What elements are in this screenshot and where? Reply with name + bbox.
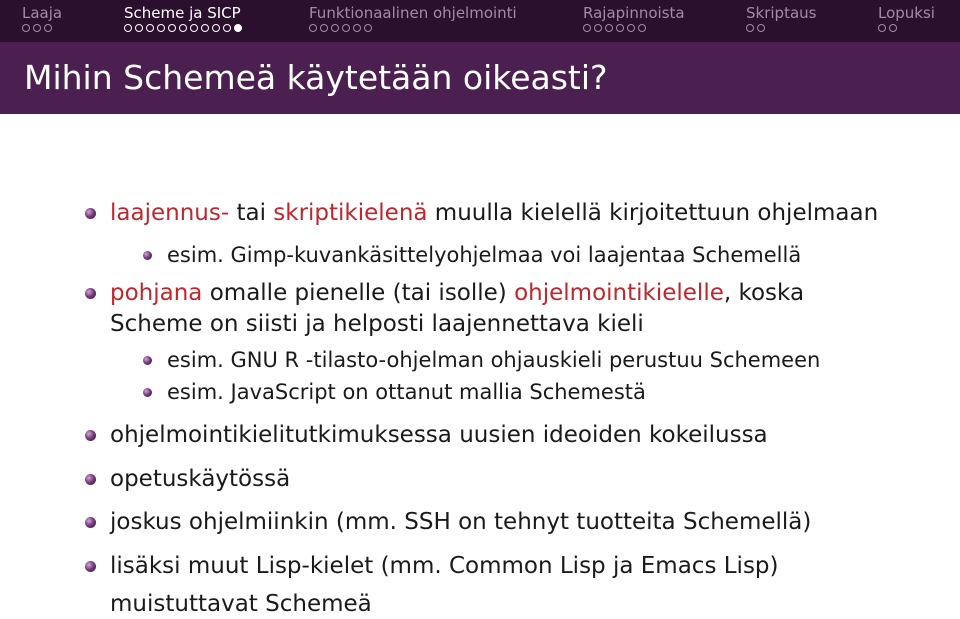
bullet-text (110, 552, 779, 581)
text-span: omalle pienelle (tai isolle) (202, 280, 515, 306)
sub-bullet-text (167, 378, 646, 407)
text-span: lisäksi muut Lisp-kielet (mm. Common Lisp ja Emacs Lisp) (110, 553, 779, 579)
bullet-text (110, 199, 878, 228)
text-span: tai (229, 200, 274, 226)
nav-section-6[interactable]: Lopuksi (878, 4, 935, 22)
sub-bullet-icon (143, 251, 152, 260)
text-span: opetuskäytössä (110, 466, 291, 492)
bullet-icon (85, 288, 96, 299)
bullet-text (110, 310, 644, 339)
text-span: ohjelmointikielitutkimuksessa uusien ideoiden kokeilussa (110, 422, 768, 448)
text-span: muistuttavat Schemeä (110, 591, 372, 617)
bullet-icon (85, 517, 96, 528)
sub-bullet-text (167, 241, 801, 270)
sub-bullet-icon (143, 388, 152, 397)
bullet-icon (85, 430, 96, 441)
text-span: Scheme on siisti ja helposti laajennettava kieli (110, 311, 644, 337)
text-span: muulla kielellä kirjoitettuun ohjelmaan (427, 200, 879, 226)
text-span: esim. Gimp-kuvankäsittelyohjelmaa voi laajentaa Schemellä (167, 243, 802, 267)
highlighted-term: pohjana (110, 280, 203, 306)
nav-section-3[interactable]: Funktionaalinen ohjelmointi (309, 4, 517, 22)
highlighted-term: laajennus- (110, 200, 230, 226)
highlighted-term: skriptikielenä (273, 200, 428, 226)
sub-bullet-text (167, 346, 820, 375)
bullet-icon (85, 474, 96, 485)
nav-section-4[interactable]: Rajapinnoista (583, 4, 685, 22)
bullet-text (110, 279, 804, 308)
nav-section-2[interactable]: Scheme ja SICP (124, 4, 241, 22)
sub-bullet-icon (143, 356, 152, 365)
text-span: esim. JavaScript on ottanut mallia Schemestä (167, 380, 646, 404)
bullet-text (110, 421, 768, 450)
bullet-text (110, 465, 290, 494)
bullet-icon (85, 208, 96, 219)
nav-section-5[interactable]: Skriptaus (746, 4, 817, 22)
slide-title: Mihin Schemeä käytetään oikeasti? (24, 58, 608, 97)
text-span: , koska (723, 280, 805, 306)
text-span: esim. GNU R -tilasto-ohjelman ohjauskieli perustuu Schemeen (167, 348, 821, 372)
highlighted-term: ohjelmointikielelle (514, 280, 724, 306)
bullet-icon (85, 561, 96, 572)
bullet-text (110, 508, 811, 537)
nav-section-1[interactable]: Laaja (22, 4, 63, 22)
text-span: joskus ohjelmiinkin (mm. SSH on tehnyt tuotteita Schemellä) (110, 509, 812, 535)
